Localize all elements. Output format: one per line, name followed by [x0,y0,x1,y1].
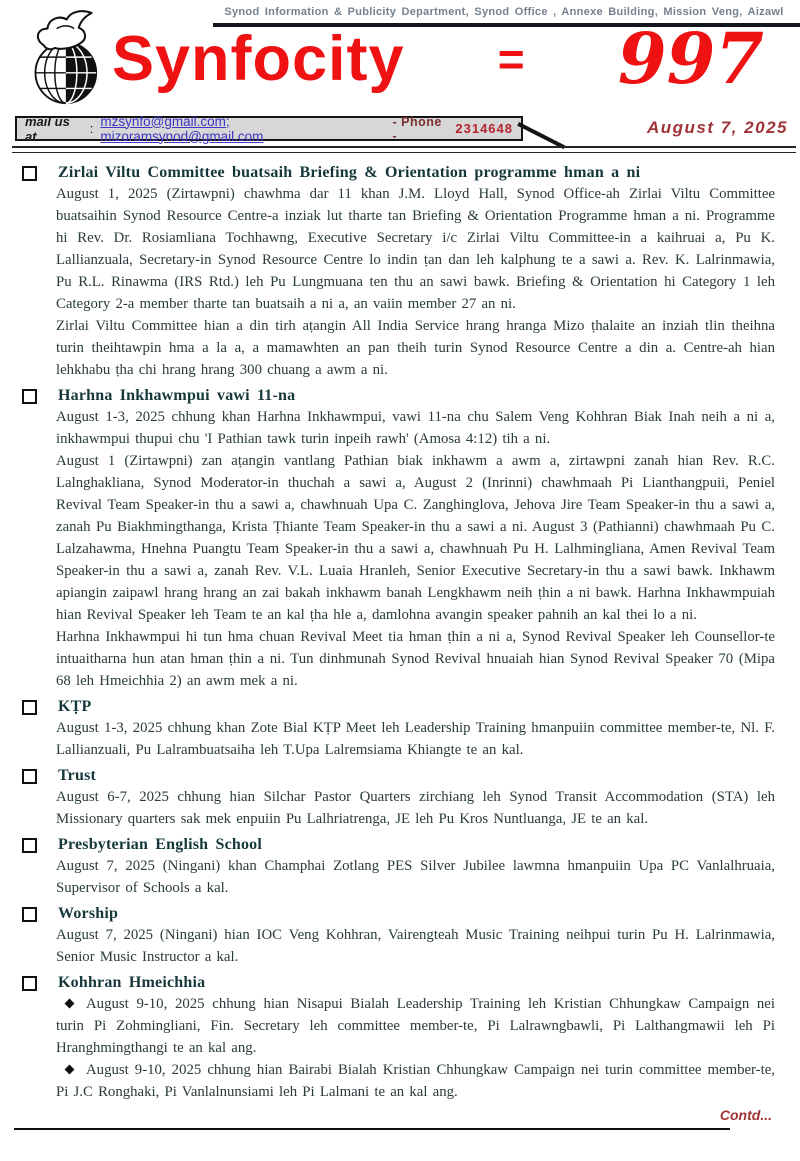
section-worship [20,905,775,968]
issue-number: 997 [617,17,764,100]
bullet-text: August 9-10, 2025 chhung hian Nisapui Bialah Leadership Training leh Kristian Chhungkaw Campaign nei turin Pi Zohmingliani, Fin. Secretary leh committee member-te, Pi Lalrawngbawli, Pi Lalthangmawii leh Pi Hranghmingthangi te an kal ang. [56,996,775,1056]
colon-separator: : [89,121,94,136]
square-bullet-icon [22,700,37,715]
section-paragraph: August 7, 2025 (Ningani) khan Champhai Zotlang PES Silver Jubilee lawmna hmanpuiin Upa PC Vanlalhruaia, Supervisor of Schools a kal. [56,858,775,896]
phone-number: 2314648 [455,121,513,136]
square-bullet-icon [22,838,37,853]
newsletter-header [0,0,800,156]
section-title: Harhna Inkhawmpui vawi 11-na [58,387,296,404]
continued-label: Contd... [719,1107,772,1123]
section-paragraph: August 1-3, 2025 chhung khan Harhna Inkhawmpui, vawi 11-na chu Salem Veng Kohhran Biak Inah neih a ni a, inkhawmpui thupui chu 'I Pathian tawk turin inpeih rawh' (Amosa 4:12) tih a ni. [56,409,775,447]
title-equals-sign: = [497,33,525,85]
header-divider [12,146,796,153]
department-line: Synod Information & Publicity Department, Synod Office , Annexe Building, Mission Veng, Aizawl [224,6,784,18]
footer-rule [14,1128,730,1130]
section-paragraph: August 7, 2025 (Ningani) hian IOC Veng Kohhran, Vairengteah Music Training neihpui turin Pu H. Lalrinmawia, Senior Music Instructor a kal. [56,927,775,965]
bullet-item [56,993,775,1059]
section-paragraph: August 6-7, 2025 chhung hian Silchar Pastor Quarters zirchiang leh Synod Transit Accommodation (STA) leh Missionary quarters sak mek enpuiin Pu Lalhriatrenga, JE leh Pu Kros Nuntluanga, JE te an kal. [56,789,775,827]
diamond-bullet-icon [65,999,75,1009]
mail-us-label: mail us at [25,113,70,144]
bullet-item [56,1059,775,1103]
issue-date: August 7, 2025 [647,118,788,137]
newsletter-title: Synfocity [112,23,405,94]
phone-label: - Phone - [392,114,442,143]
square-bullet-icon [22,976,37,991]
section-title: Presbyterian English School [58,836,263,853]
square-bullet-icon [22,769,37,784]
email-links[interactable]: mzsynfo@gmail.com; mizoramsynod@gmail.com [100,113,264,144]
contact-bar-tail [517,122,565,149]
section-title: Zirlai Viltu Committee buatsaih Briefing & Orientation programme hman a ni [58,164,641,181]
section-title: Kohhran Hmeichhia [58,974,206,991]
bullet-text: August 9-10, 2025 chhung hian Bairabi Bialah Kristian Chhungkaw Campaign nei turin committee member-te, Pi J.C Ronghaki, Pi Vanlalnunsiami leh Pi Lalmani te an kal ang. [56,1062,775,1100]
section-zirlai-viltu [20,164,775,381]
section-paragraph: Harhna Inkhawmpui hi tun hma chuan Revival Meet tia hman ṭhin a ni a, Synod Revival Speaker leh Counsellor-te intuaitharna hun atan hman ṭhin a ni. Tun dinhmunah Synod Revival hnuaiah hian Synod Revival Speaker 70 (Mipa 68 leh Hmeichhia 2) an awm mek a ni. [56,629,775,689]
section-paragraph: August 1 (Zirtawpni) zan aṭangin vantlang Pathian biak inkhawm a awm a, zirtawpni zanah hian Rev. R.C. Lalnghakliana, Synod Moderator-in thuchah a sawi a, August 2 (Inrinni) chawhmaah Pi Lianthangpuii, Peniel Revival Team Speaker-in thu a sawi a, chawhnuah Upa C. Zanghinglova, Jehova Jire Team Speaker-in thu a sawi a, zanah Pu Biakhmingthanga, Krista Ṭhiante Team Speaker-in thu a sawi a ni. August 3 (Pathianni) chawhmaah Pu C. Lalzahawma, Hnehna Puangtu Team Speaker-in thu a sawi a, chawhnuah Pu H. Lalhmingliana, Amen Revival Team Speaker-in thu a sawi a, zanah Rev. V.L. Luaia Hranleh, Senior Executive Secretary-in thu a sawi bawk. Inkhawm apiangin zaipawl hrang hrang an zai bakah inkhawm banah Lengkhawm neih ṭhin a ni bawk. Harhna Inkhawmpuiah hian Revival Speaker leh Team te an kal ṭha hle a, damlohna avangin speaker pahnih an kal thei lo a ni. [56,453,775,623]
section-paragraph: August 1-3, 2025 chhung khan Zote Bial KṬP Meet leh Leadership Training hmanpuiin committee member-te, Nl. F. Lallianzuali, Pu Lalrambuatsaiha leh T.Upa Lalremsiama Khiangte te an kal. [56,720,775,758]
contact-bar [15,113,523,144]
section-title: Worship [58,905,119,922]
section-kohhran-hmeichhia [20,974,775,1103]
section-presbyterian-english-school [20,836,775,899]
section-title: Trust [58,767,97,784]
section-paragraph: Zirlai Viltu Committee hian a din tirh aṭangin All India Service hrang hranga Mizo ṭhalaite an inziah tlin theihna turin theihtawpin hma a la a, a mamawhten an pan theih turin Synod Resource Centre a din a. Centre-ah hian lehkhabu ṭha chi hrang hrang 300 chuang a awm a ni. [56,318,775,378]
section-title: KṬP [58,698,92,715]
newsletter-body [0,156,800,1103]
dove-globe-logo [18,8,110,110]
section-harhna-inkhawmpui [20,387,775,692]
square-bullet-icon [22,907,37,922]
section-ktp [20,698,775,761]
square-bullet-icon [22,166,37,181]
masthead [112,17,764,100]
section-paragraph: August 1, 2025 (Zirtawpni) chawhma dar 11 khan J.M. Lloyd Hall, Synod Office-ah Zirlai Viltu Committee buatsaihin Synod Resource Centre-a inziak lut tharte tan Briefing & Orientation Programme hman a ni. Programme hi Rev. Dr. Rosiamliana Tochhawng, Executive Secretary i/c Zirlai Viltu Committee-in a kaihruai a, Pu K. Lallianzuala, Secretary-in Synod Resource Centre lo indin ṭan dan leh kalphung te a sawi a. Rev. K. Lalrinmawia, Pu R.L. Rinawma (IRS Rtd.) leh Pu Lungmuana ten thu an sawi bawk. Briefing & Orientation hi Category 1 leh Category 2-a member tharte tan buatsaih a ni a, an vaiin member 27 an ni. [56,186,775,312]
section-trust [20,767,775,830]
square-bullet-icon [22,389,37,404]
diamond-bullet-icon [65,1065,75,1075]
